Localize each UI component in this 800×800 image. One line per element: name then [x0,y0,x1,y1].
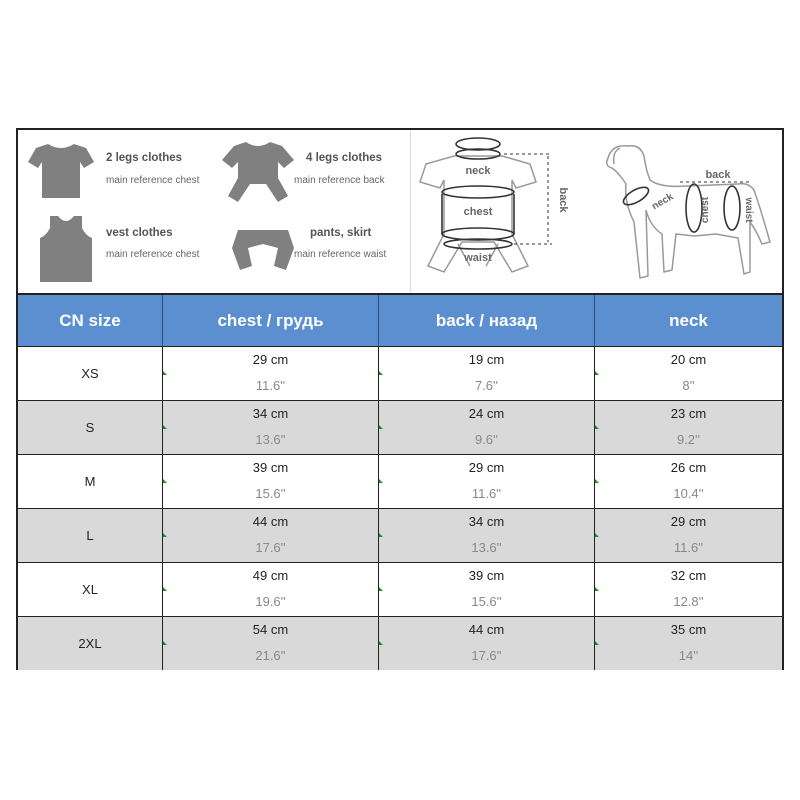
size-cell: XS [18,347,163,400]
back-cell [379,509,595,562]
table-row [18,508,782,562]
back-cell [379,347,595,400]
back-cm: 44 cm [468,622,505,637]
chest-inch: 19.6'' [255,594,286,609]
chest-inch: 15.6'' [255,486,286,501]
dog-chest-label: chest [700,196,711,224]
table-row [18,562,782,616]
cell-marker [379,533,383,537]
neck-cm: 23 cm [670,406,707,421]
table-row [18,454,782,508]
strip-divider [410,130,411,293]
tshirt-icon [26,140,96,202]
dog-neck-label: neck [650,191,676,213]
back-inch: 17.6'' [471,648,502,663]
chest-cell [163,347,379,400]
back-inch: 13.6'' [471,540,502,555]
neck-inch: 10.4'' [673,486,704,501]
legend-sub-vest: main reference chest [106,249,200,260]
garment-neck-label: neck [465,165,491,177]
header-size: CN size [18,295,163,346]
back-inch: 7.6'' [474,378,499,393]
cell-marker [595,641,599,645]
pants-icon [228,226,298,274]
legend-title-vest: vest clothes [106,227,173,239]
cell-marker [595,533,599,537]
neck-cell [595,347,782,400]
chest-cm: 54 cm [252,622,289,637]
back-cm: 24 cm [468,406,505,421]
chest-cell [163,455,379,508]
chest-cm: 39 cm [252,460,289,475]
chest-cm: 49 cm [252,568,289,583]
size-cell: S [18,401,163,454]
back-cell [379,401,595,454]
legend-sub-4legs: main reference back [294,175,385,186]
cell-marker [163,587,167,591]
neck-cm: 35 cm [670,622,707,637]
size-cell: 2XL [18,617,163,670]
cell-marker [595,371,599,375]
cell-marker [379,425,383,429]
legend-sub-2legs: main reference chest [106,175,200,186]
dog-waist-label: waist [743,197,754,223]
table-row [18,616,782,670]
size-cell: M [18,455,163,508]
chest-inch: 21.6'' [255,648,286,663]
cell-marker [595,479,599,483]
neck-inch: 11.6'' [673,540,704,555]
back-cm: 34 cm [468,514,505,529]
cell-marker [163,479,167,483]
back-cell [379,563,595,616]
table-row [18,400,782,454]
back-inch: 15.6'' [471,594,502,609]
table-header [18,293,782,346]
cell-marker [595,587,599,591]
chest-inch: 13.6'' [255,432,286,447]
back-cell [379,617,595,670]
garment-chest-label: chest [463,206,493,218]
neck-inch: 9.2'' [676,432,701,447]
cell-marker [379,479,383,483]
chest-cell [163,509,379,562]
neck-cm: 32 cm [670,568,707,583]
legend-sub-pants: main reference waist [294,249,387,260]
neck-cell [595,563,782,616]
cell-marker [379,641,383,645]
chest-cell [163,563,379,616]
neck-cm: 29 cm [670,514,707,529]
neck-inch: 12.8'' [673,594,704,609]
back-cell [379,455,595,508]
neck-inch: 14'' [678,648,699,663]
cell-marker [379,371,383,375]
back-cm: 29 cm [468,460,505,475]
neck-cm: 20 cm [670,352,707,367]
header-back: back / назад [379,295,595,346]
legend-title-2legs: 2 legs clothes [106,152,183,164]
chest-inch: 17.6'' [255,540,286,555]
size-cell: XL [18,563,163,616]
cell-marker [163,533,167,537]
neck-cell [595,617,782,670]
back-inch: 9.6'' [474,432,499,447]
neck-inch: 8'' [682,378,695,393]
back-inch: 11.6'' [471,486,502,501]
neck-cell [595,509,782,562]
chest-cm: 34 cm [252,406,289,421]
cell-marker [163,425,167,429]
four-leg-shirt-icon [218,138,298,208]
neck-cell [595,455,782,508]
garment-waist-label: waist [464,252,492,264]
dog-measure-diagram [598,130,782,293]
dog-back-label: back [705,169,731,181]
chest-cell [163,617,379,670]
chest-cm: 29 cm [252,352,289,367]
chest-cm: 44 cm [252,514,289,529]
table-row [18,346,782,400]
header-chest: chest / грудь [163,295,379,346]
legend-title-4legs: 4 legs clothes [306,152,383,164]
garment-back-label: back [557,187,569,213]
size-chart [16,128,784,670]
cell-marker [163,641,167,645]
neck-cell [595,401,782,454]
size-cell: L [18,509,163,562]
legend-title-pants: pants, skirt [310,227,372,239]
header-neck: neck [669,311,708,330]
illustration-strip [18,130,782,293]
chest-cell [163,401,379,454]
clothing-type-legend [18,130,410,293]
back-cm: 39 cm [468,568,505,583]
cell-marker [163,371,167,375]
chest-inch: 11.6'' [255,378,286,393]
cell-marker [379,587,383,591]
neck-cm: 26 cm [670,460,707,475]
vest-icon [36,214,96,284]
cell-marker [595,425,599,429]
back-cm: 19 cm [468,352,505,367]
garment-measure-diagram [414,130,569,293]
